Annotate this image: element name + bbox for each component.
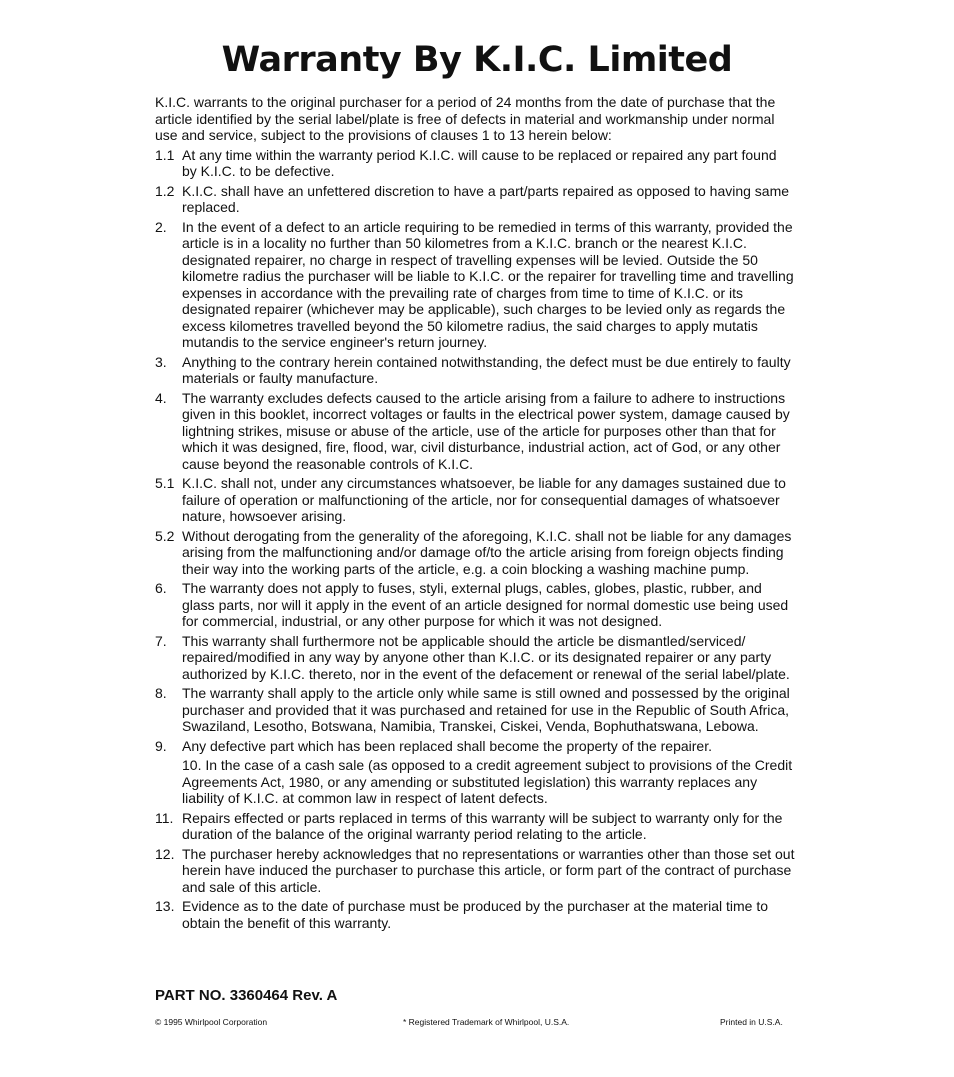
clause-text: The purchaser hereby acknowledges that no representations or warranties other than those set out herein have induced the purchaser to purchase this article, or form part of the contract of purchase and sale of this article. [182,845,795,895]
clause-number: 9. [155,737,167,754]
clause-text: Without derogating from the generality of the aforegoing, K.I.C. shall not be liable for any damages arising from the malfunctioning and/or damage of/to the article arising from foreign objects finding their way into the working parts of the article, e.g. a coin blocking a washing machine pump. [182,527,792,577]
clause-text: The warranty shall apply to the article only while same is still owned and possessed by the original purchaser and provided that it was purchased and retained for use in the Republic of South Africa, Swaziland, Lesotho, Botswana, Namibia, Transkei, Ciskei, Venda, Bophuthatswana, Lebowa. [182,685,790,734]
copyright-notice: © 1995 Whirlpool Corporation [155,1017,268,1027]
clause-item [155,738,795,755]
clause-text: Anything to the contrary herein contained notwithstanding, the defect must be due entirely to faulty materials or faulty manufacture. [182,353,791,386]
clause-item [155,475,795,525]
clause-text: Any defective part which has been replaced shall become the property of the repairer. [182,737,712,754]
clause-number: 13. [155,898,175,914]
clause-text: The warranty does not apply to fuses, styli, external plugs, cables, globes, plastic, rubber, and glass parts, nor will it apply in the event of an article designed for normal domestic use being used for commercial, industrial, or any other purpose for which it was not designed. [182,580,789,629]
clause-number: 12. [155,845,175,862]
clause-number: 3. [155,353,167,370]
trademark-notice: * Registered Trademark of Whirlpool, U.S.A. [403,1017,570,1027]
clause-text: K.I.C. shall not, under any circumstances whatsoever, be liable for any damages sustained due to failure of operation or malfunctioning of the article, nor for consequential damages of whatsoever nature, howsoever arising. [182,475,786,524]
clause-number: 8. [155,685,167,701]
clause-item [155,147,795,180]
clause-item [155,898,795,931]
clause-item [155,810,795,843]
clause-item [155,846,795,896]
clause-number: 2. [155,218,167,235]
clause-text: In the event of a defect to an article requiring to be remedied in terms of this warranty, provided the article is in a locality no further than 50 kilometres from a K.I.C. branch or the nearest K.I.C. designated repairer, no charge in respect of travelling expenses will be levied. Outside the 50 kilometre radius the purchaser will be liable to K.I.C. or the repairer for travelling time and travelling expenses in accordance with the prevailing rate of charges from time to time of K.I.C. or its designated repairer (whichever may be applicable), such charges to be levied only as regards the excess kilometres travelled beyond the 50 kilometre radius, the said charges to apply mutatis mutandis to the service engineer's return journey. [182,218,794,350]
warranty-body [155,94,795,934]
clause-item [155,580,795,630]
clause-number: 4. [155,389,167,406]
clause-number: 11. [155,809,174,826]
clause-number: 5.2 [155,527,175,544]
clause-number: 6. [155,580,167,596]
clause-item [155,528,795,578]
clause-item [155,633,795,683]
printed-location: Printed in U.S.A. [720,1017,783,1027]
clause-number: 5.1 [155,475,175,491]
clause-text: Repairs effected or parts replaced in terms of this warranty will be subject to warranty only for the duration of the balance of the original warranty period relating to the article. [182,809,783,842]
clause-text: 10. In the case of a cash sale (as opposed to a credit agreement subject to provisions of the Credit Agreements Act, 1980, or any amending or substituted legislation) this warranty replaces any liability of K.I.C. at common law in respect of latent defects. [182,757,793,806]
part-number: PART NO. 3360464 Rev. A [155,987,338,1004]
clause-item [155,354,795,387]
clause-item [155,183,795,216]
intro-paragraph: K.I.C. warrants to the original purchaser for a period of 24 months from the date of purchase that the article identified by the serial label/plate is free of defects in material and workmanship under normal use and service, subject to the provisions of clauses 1 to 13 herein below: [155,94,776,143]
page-title: Warranty By K.I.C. Limited [221,40,733,80]
clause-number: 7. [155,632,167,649]
clause-item [155,390,795,473]
clause-text: K.I.C. shall have an unfettered discretion to have a part/parts repaired as opposed to having same replaced. [182,182,790,215]
clause-item [155,757,795,807]
clause-number: 1.1 [155,146,175,163]
clause-item [155,219,795,351]
clause-number: 1.2 [155,182,175,199]
clause-text: Evidence as to the date of purchase must be produced by the purchaser at the material time to obtain the benefit of this warranty. [182,898,769,931]
clause-number [155,757,182,807]
clause-text: This warranty shall furthermore not be applicable should the article be dismantled/serviced/ repaired/modified in any way by anyone other than K.I.C. or its designated repairer or any party authorized by K.I.C. thereto, nor in the event of the defacement or renewal of the serial label/plate. [182,632,790,682]
clause-item [155,685,795,735]
clause-text: The warranty excludes defects caused to the article arising from a failure to adhere to instructions given in this booklet, incorrect voltages or faults in the electrical power system, damage caused by lightning strikes, misuse or abuse of the article, use of the article for purposes other than that for which it was designed, fire, flood, war, civil disturbance, industrial action, act of God, or any other cause beyond the reasonable controls of K.I.C. [182,389,790,472]
clause-text: At any time within the warranty period K.I.C. will cause to be replaced or repaired any part found by K.I.C. to be defective. [182,146,777,179]
